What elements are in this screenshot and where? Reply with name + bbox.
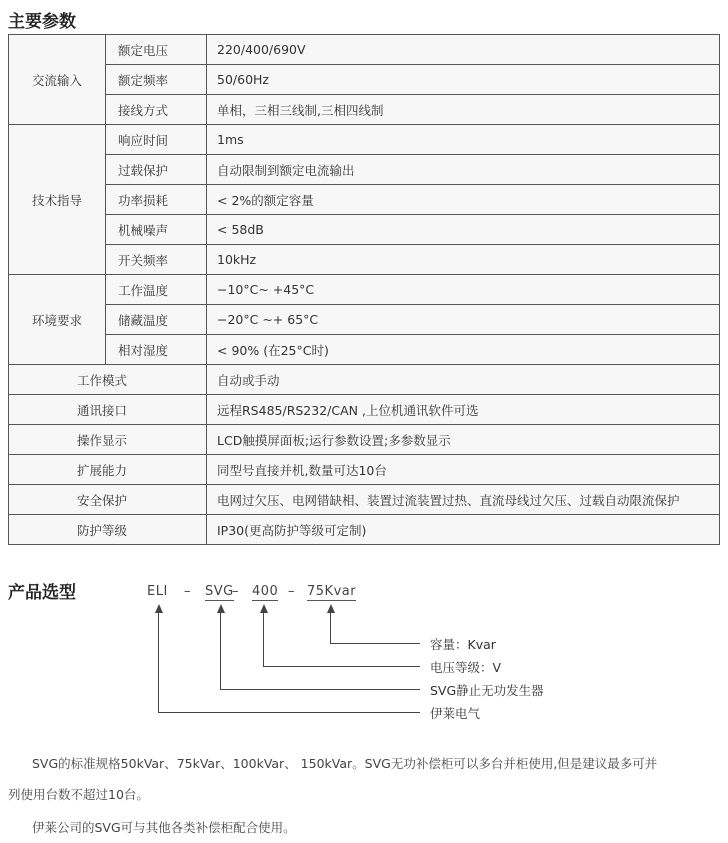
table-row — [9, 365, 720, 395]
brand-arrow-icon — [155, 604, 163, 613]
parameter-value: 10kHz — [207, 245, 720, 275]
model-code-voltage: 400 — [252, 584, 279, 599]
group-label: 交流输入 — [9, 35, 106, 125]
parameter-name: 开关频率 — [106, 245, 207, 275]
parameter-name: 机械噪声 — [106, 215, 207, 245]
paragraph-compatibility: 伊莱公司的SVG可与其他各类补偿柜配合使用。 — [32, 820, 296, 835]
section-title-main-parameters: 主要参数 — [8, 12, 76, 32]
brand-leader-vertical — [158, 612, 159, 713]
model-code-brand: ELI — [147, 584, 168, 599]
table-row — [9, 155, 720, 185]
label-svg: SVG静止无功发生器 — [430, 683, 544, 698]
parameter-name: 工作温度 — [106, 275, 207, 305]
label-voltage: 电压等级：V — [430, 660, 502, 675]
parameter-name: 相对湿度 — [106, 335, 207, 365]
group-label: 环境要求 — [9, 275, 106, 365]
table-row — [9, 35, 720, 65]
parameter-value: < 90% (在25°C时) — [207, 335, 720, 365]
svg-leader-vertical — [220, 612, 221, 690]
parameter-name: 接线方式 — [106, 95, 207, 125]
parameter-name: 扩展能力 — [9, 455, 207, 485]
table-row — [9, 95, 720, 125]
parameter-value: 自动限制到额定电流输出 — [207, 155, 720, 185]
parameter-name: 功率损耗 — [106, 185, 207, 215]
voltage-arrow-icon — [260, 604, 268, 613]
parameter-name: 储藏温度 — [106, 305, 207, 335]
label-capacity: 容量：Kvar — [430, 637, 496, 652]
capacity-leader-horizontal — [330, 643, 420, 644]
brand-leader-horizontal — [158, 712, 420, 713]
parameter-name: 通讯接口 — [9, 395, 207, 425]
table-row — [9, 395, 720, 425]
model-code-capacity: 75Kvar — [307, 584, 357, 599]
table-row — [9, 425, 720, 455]
parameter-value: 远程RS485/RS232/CAN ,上位机通讯软件可选 — [207, 395, 720, 425]
table-row — [9, 65, 720, 95]
model-code-dash-3: – — [288, 584, 295, 599]
parameter-name: 响应时间 — [106, 125, 207, 155]
paragraph-specs-line-1: SVG的标准规格50kVar、75kVar、100kVar、 150kVar。SVG无功补偿柜可以多台并柜使用,但是建议最多可并 — [32, 756, 658, 771]
table-row — [9, 185, 720, 215]
table-row — [9, 335, 720, 365]
capacity-arrow-icon — [327, 604, 335, 613]
parameter-name: 安全保护 — [9, 485, 207, 515]
model-code-dash-2: – — [232, 584, 239, 599]
voltage-leader-vertical — [263, 612, 264, 667]
parameter-value: < 2%的额定容量 — [207, 185, 720, 215]
model-code-type: SVG — [205, 584, 234, 599]
label-brand: 伊莱电气 — [430, 706, 481, 721]
parameter-name: 额定电压 — [106, 35, 207, 65]
section-title-product-selection: 产品选型 — [8, 583, 76, 603]
table-row — [9, 275, 720, 305]
svg-leader-horizontal — [220, 689, 420, 690]
parameter-value: IP30(更高防护等级可定制) — [207, 515, 720, 545]
parameter-value: 单相，三相三线制,三相四线制 — [207, 95, 720, 125]
parameter-value: 50/60Hz — [207, 65, 720, 95]
svg-arrow-icon — [217, 604, 225, 613]
parameter-name: 工作模式 — [9, 365, 207, 395]
parameter-value: 220/400/690V — [207, 35, 720, 65]
model-code-dash-1: – — [184, 584, 191, 599]
parameter-value: −10°C~ +45°C — [207, 275, 720, 305]
table-row — [9, 305, 720, 335]
parameter-name: 额定频率 — [106, 65, 207, 95]
parameter-value: 1ms — [207, 125, 720, 155]
table-row — [9, 455, 720, 485]
parameter-name: 过载保护 — [106, 155, 207, 185]
parameter-name: 操作显示 — [9, 425, 207, 455]
voltage-leader-horizontal — [263, 666, 420, 667]
parameter-name: 防护等级 — [9, 515, 207, 545]
table-row — [9, 125, 720, 155]
parameters-table — [8, 34, 720, 545]
table-row — [9, 485, 720, 515]
capacity-leader-vertical — [330, 612, 331, 644]
paragraph-specs-line-2: 列使用台数不超过10台。 — [8, 787, 149, 802]
parameter-value: LCD触摸屏面板;运行参数设置;多参数显示 — [207, 425, 720, 455]
table-row — [9, 245, 720, 275]
parameter-value: −20°C ~+ 65°C — [207, 305, 720, 335]
group-label: 技术指导 — [9, 125, 106, 275]
parameter-value: < 58dB — [207, 215, 720, 245]
table-row — [9, 215, 720, 245]
parameter-value: 电网过欠压、电网错缺相、装置过流装置过热、直流母线过欠压、过载自动限流保护 — [207, 485, 720, 515]
parameter-value: 自动或手动 — [207, 365, 720, 395]
table-row — [9, 515, 720, 545]
parameter-value: 同型号直接并机,数量可达10台 — [207, 455, 720, 485]
